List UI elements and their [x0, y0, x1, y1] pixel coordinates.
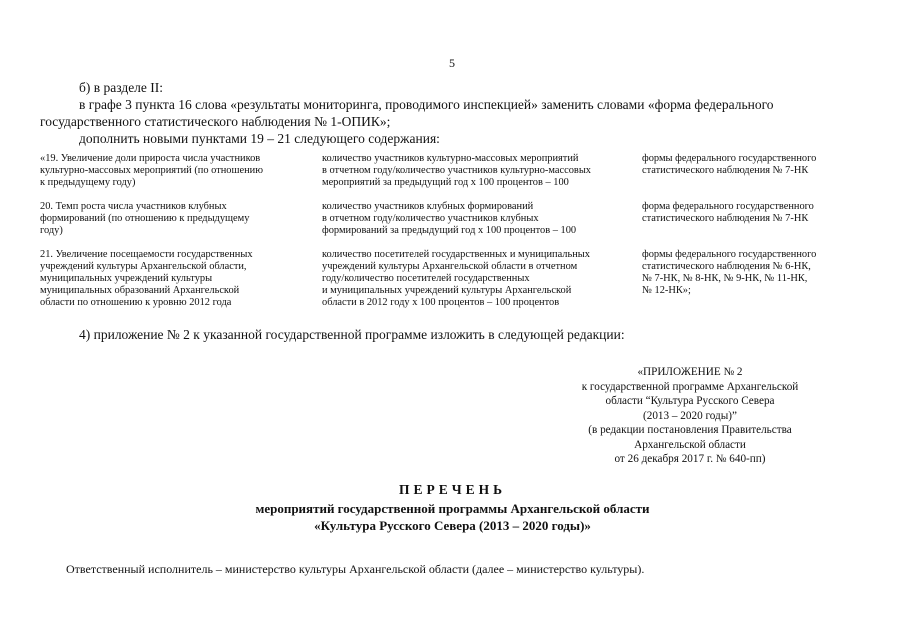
responsible-executor: Ответственный исполнитель – министерство культуры Архангельской области (далее – министерство культуры). — [66, 562, 645, 576]
source-cell: формы федерального государственного статистического наблюдения № 6-НК, № 7-НК, № 8-НК, № 9-НК, № 11-НК, № 12-НК»; — [642, 249, 817, 296]
page-number: 5 — [449, 56, 455, 70]
intro-line-3: государственного статистического наблюдения № 1-ОПИК»; — [40, 114, 391, 129]
source-cell: формы федерального государственного статистического наблюдения № 7-НК — [642, 153, 817, 176]
formula-cell: количество посетителей государственных и муниципальных учреждений культуры Архангельской области в отчетном году/количество посетителей государственных и муниципальных учреждений культуры Архангельской области в 2012 году х 100 процентов – 100 процентов — [322, 249, 590, 308]
indicator-name-cell: 20. Темп роста числа участников клубных формирований (по отношению к предыдущему году) — [40, 201, 250, 236]
document-subtitle-1: мероприятий государственной программы Архангельской области — [255, 501, 650, 516]
intro-line-4: дополнить новыми пунктами 19 – 21 следующего содержания: — [79, 131, 440, 146]
intro-line-1: б) в разделе II: — [79, 80, 164, 95]
intro-line-2: в графе 3 пункта 16 слова «результаты мониторинга, проводимого инспекцией» заменить словами «форма федерального — [79, 97, 774, 112]
formula-cell: количество участников клубных формирований в отчетном году/количество участников клубных формирований за предыдущий год х 100 процентов – 100 — [322, 201, 577, 236]
formula-cell: количество участников культурно-массовых мероприятий в отчетном году/количество участников культурно-массовых мероприятий за предыдущий год х 100 процентов – 100 — [322, 153, 592, 188]
appendix-header: «ПРИЛОЖЕНИЕ № 2 к государственной программе Архангельской области “Культура Русского Севера (2013 – 2020 годы)” (в редакции постановления Правительства Архангельской области от 26 декабря 2017 г. № 640-пп) — [581, 366, 799, 465]
source-cell: форма федерального государственного статистического наблюдения № 7-НК — [642, 201, 814, 224]
item-4-text: 4) приложение № 2 к указанной государственной программе изложить в следующей редакции: — [79, 327, 625, 342]
indicator-name-cell: 21. Увеличение посещаемости государственных учреждений культуры Архангельской области, муниципальных учреждений культуры муниципальных образований Архангельской области по отношению к уровню 2012 года — [40, 249, 253, 308]
indicator-name-cell: «19. Увеличение доли прироста числа участников культурно-массовых мероприятий (по отношению к предыдущему году) — [40, 153, 263, 188]
document-subtitle-2: «Культура Русского Севера (2013 – 2020 годы)» — [314, 518, 591, 533]
document-title: ПЕРЕЧЕНЬ — [398, 482, 507, 497]
